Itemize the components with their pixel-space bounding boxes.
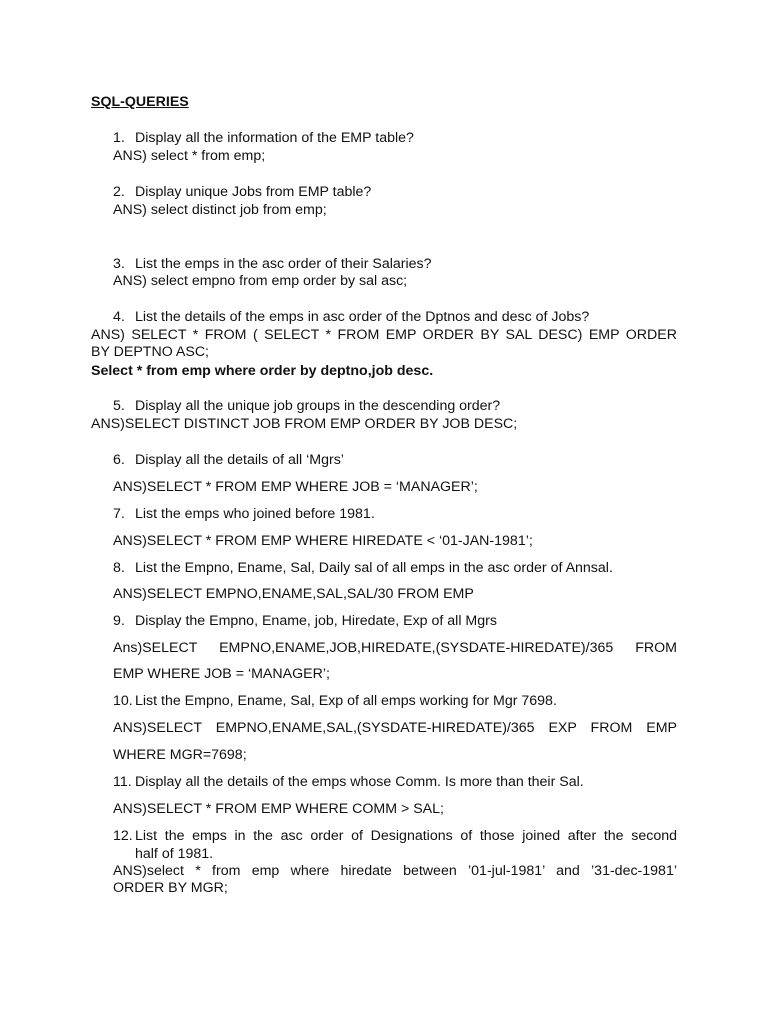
question-text: Display the Empno, Ename, job, Hiredate, Exp of all Mgrs <box>135 613 497 629</box>
answer-12-line-2: ORDER BY MGR; <box>113 880 228 896</box>
question-8 <box>113 560 613 577</box>
question-number: 1. <box>113 130 125 146</box>
page-title: SQL-QUERIES <box>91 94 189 110</box>
question-6 <box>113 452 344 469</box>
answer-8: ANS)SELECT EMPNO,ENAME,SAL,SAL/30 FROM EMP <box>113 586 474 602</box>
question-text: Display all the details of all ‘Mgrs’ <box>135 452 344 468</box>
question-text: List the details of the emps in asc order of the Dptnos and desc of Jobs? <box>135 309 590 325</box>
answer-4-alternate: Select * from emp where order by deptno,job desc. <box>91 363 434 379</box>
question-text: Display all the information of the EMP table? <box>135 130 414 146</box>
answer-6: ANS)SELECT * FROM EMP WHERE JOB = ‘MANAGER’; <box>113 479 478 495</box>
question-3 <box>113 256 432 273</box>
question-number: 9. <box>113 613 125 629</box>
question-text: List the emps who joined before 1981. <box>135 506 375 522</box>
answer-5: ANS)SELECT DISTINCT JOB FROM EMP ORDER BY JOB DESC; <box>91 416 518 432</box>
question-text: List the Empno, Ename, Sal, Daily sal of all emps in the asc order of Annsal. <box>135 560 613 576</box>
question-4 <box>113 309 589 326</box>
question-2 <box>113 184 371 201</box>
answer-7: ANS)SELECT * FROM EMP WHERE HIREDATE < ‘01-JAN-1981’; <box>113 533 533 549</box>
question-11 <box>113 774 584 791</box>
answer-12-line-1: ANS)select * from emp where hiredate between ’01-jul-1981’ and ’31-dec-1981’ <box>113 863 677 879</box>
question-10 <box>113 693 557 710</box>
question-12-continued: half of 1981. <box>135 846 214 862</box>
question-text: List the emps in the asc order of Designations of those joined after the second <box>135 828 677 844</box>
answer-10-line-2: WHERE MGR=7698; <box>113 747 247 763</box>
answer-10-line-1: ANS)SELECT EMPNO,ENAME,SAL,(SYSDATE-HIREDATE)/365 EXP FROM EMP <box>113 720 677 736</box>
answer-9-line-2: EMP WHERE JOB = ‘MANAGER’; <box>113 666 330 682</box>
answer-2: ANS) select distinct job from emp; <box>113 202 327 218</box>
question-9 <box>113 613 497 630</box>
answer-3: ANS) select empno from emp order by sal asc; <box>113 273 408 289</box>
question-number: 8. <box>113 560 125 576</box>
question-5 <box>113 398 500 415</box>
answer-9-line-1: Ans)SELECT EMPNO,ENAME,JOB,HIREDATE,(SYSDATE-HIREDATE)/365 FROM <box>113 640 677 656</box>
question-1 <box>113 130 414 147</box>
question-number: 6. <box>113 452 125 468</box>
question-text: List the Empno, Ename, Sal, Exp of all emps working for Mgr 7698. <box>135 693 557 709</box>
question-number: 10. <box>113 693 133 709</box>
answer-1: ANS) select * from emp; <box>113 148 266 164</box>
question-text: Display all the details of the emps whose Comm. Is more than their Sal. <box>135 774 584 790</box>
answer-4-line-2: BY DEPTNO ASC; <box>91 344 210 360</box>
question-number: 7. <box>113 506 125 522</box>
answer-11: ANS)SELECT * FROM EMP WHERE COMM > SAL; <box>113 801 444 817</box>
question-7 <box>113 506 375 523</box>
question-number: 12. <box>113 828 133 844</box>
question-number: 4. <box>113 309 125 325</box>
question-number: 3. <box>113 256 125 272</box>
question-12 <box>113 828 677 845</box>
answer-4-line-1: ANS) SELECT * FROM ( SELECT * FROM EMP ORDER BY SAL DESC) EMP ORDER <box>91 327 677 343</box>
question-text: List the emps in the asc order of their Salaries? <box>135 256 432 272</box>
question-number: 2. <box>113 184 125 200</box>
question-number: 5. <box>113 398 125 414</box>
question-number: 11. <box>113 774 132 790</box>
question-text: Display all the unique job groups in the descending order? <box>135 398 501 414</box>
question-text: Display unique Jobs from EMP table? <box>135 184 372 200</box>
